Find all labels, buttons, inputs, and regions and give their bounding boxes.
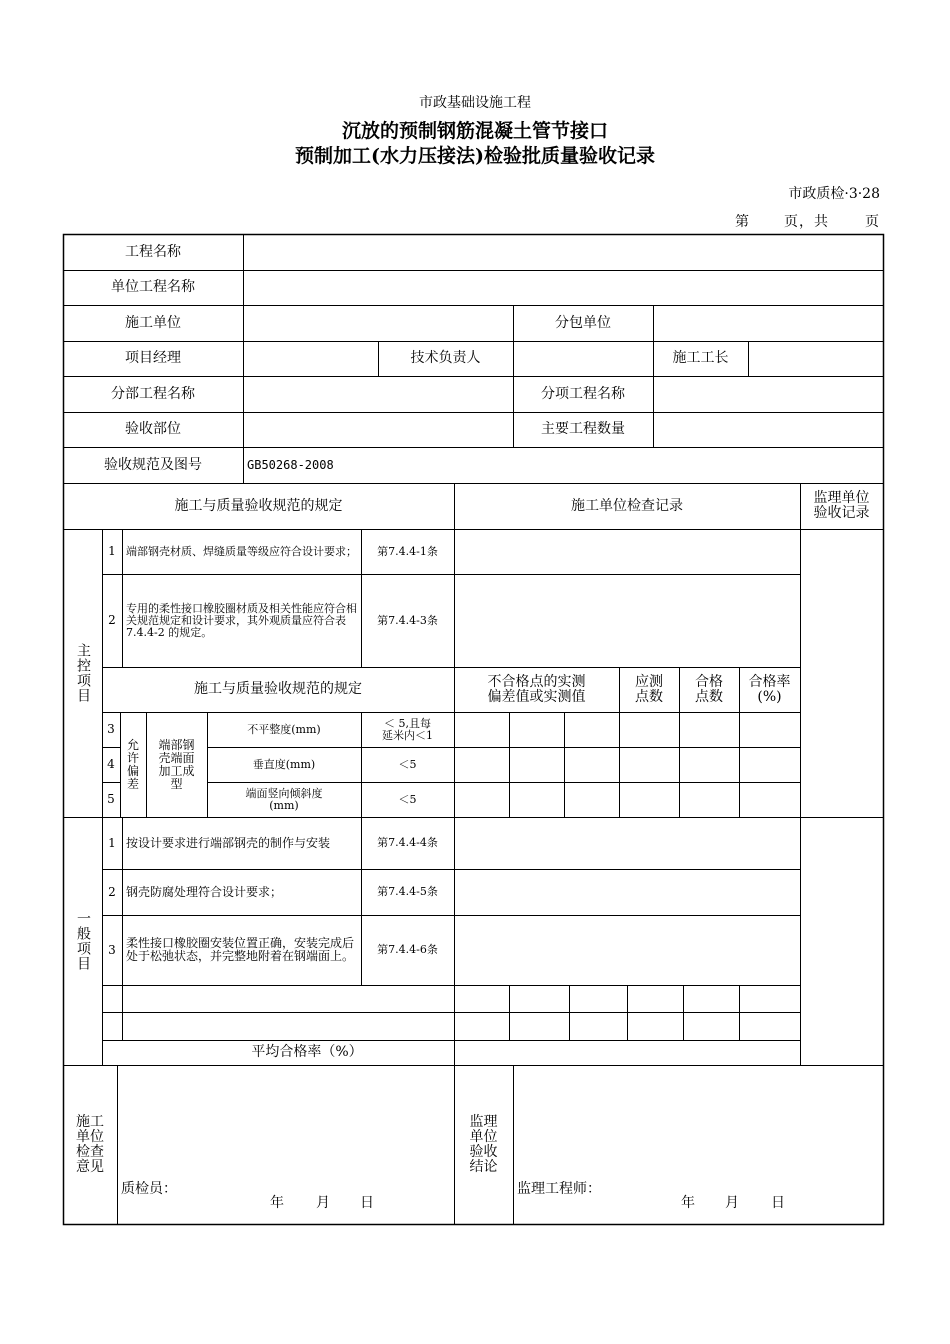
measure-no: 3 xyxy=(107,722,115,736)
foreman-label: 施工工长 xyxy=(672,350,729,366)
acceptance-part-label: 验收部位 xyxy=(125,421,181,437)
pass-rate-header: 合格率 (%) xyxy=(748,673,791,705)
main-item-text: 端部钢壳材质、焊缝质量等级应符合设计要求； xyxy=(126,544,357,558)
general-item-clause: 第7.4.4-4条 xyxy=(377,836,438,849)
measure-value: ＜ 5,且每 延米内＜1 xyxy=(382,716,433,742)
supervision-date-month: 月 xyxy=(725,1195,739,1211)
general-item-no: 1 xyxy=(108,835,116,850)
spec-label: 验收规范及图号 xyxy=(104,456,202,473)
main-item-no: 1 xyxy=(108,544,116,558)
avg-pass-rate-label: 平均合格率（%） xyxy=(251,1044,363,1060)
spec-value: GB50268-2008 xyxy=(247,457,334,472)
measure-value: ＜5 xyxy=(398,757,417,771)
main-control-text: 主控项目 xyxy=(75,643,91,703)
form-category: 市政基础设施工程 xyxy=(419,95,531,111)
main-item-clause: 第7.4.4-3条 xyxy=(377,613,438,627)
division-label: 分部工程名称 xyxy=(111,385,195,402)
measure-name: 垂直度(mm) xyxy=(252,757,316,771)
points-required-header: 应测 点数 xyxy=(635,673,663,705)
inspector-label: 质检员： xyxy=(121,1181,177,1197)
subcontract-unit-label: 分包单位 xyxy=(555,314,611,331)
shell-label: 端部钢壳端面加工成型 xyxy=(158,737,195,791)
general-item-text: 按设计要求进行端部钢壳的制作与安装 xyxy=(126,835,331,850)
page-ye-gong: 页，共 xyxy=(784,214,829,230)
general-items-label xyxy=(63,817,102,1065)
form-title-line1: 沉放的预制钢筋混凝土管节接口 xyxy=(341,120,608,142)
form-code: 市政质检·3·28 xyxy=(788,186,880,202)
deviation-header: 不合格点的实测 偏差值或实测值 xyxy=(487,673,586,705)
unit-check-header: 施工单位检查记录 xyxy=(571,497,683,514)
measure-no: 4 xyxy=(107,757,115,771)
supervision-date-day: 日 xyxy=(771,1195,785,1211)
general-item-no: 3 xyxy=(108,942,116,957)
subitem-label: 分项工程名称 xyxy=(541,385,625,402)
unit-project-label: 单位工程名称 xyxy=(111,279,195,295)
supervision-date-year: 年 xyxy=(681,1195,695,1211)
page-ye: 页 xyxy=(865,214,880,230)
main-quantity-label: 主要工程数量 xyxy=(541,421,625,437)
spec-rules-header: 施工与质量验收规范的规定 xyxy=(174,497,343,514)
general-item-no: 2 xyxy=(108,884,116,899)
measure-no: 5 xyxy=(107,792,115,806)
construction-opinion-label: 施工单位检查意见 xyxy=(76,1113,104,1175)
measure-name: 端面竖向倾斜度 (mm) xyxy=(245,786,323,812)
main-item-clause: 第7.4.4-1条 xyxy=(377,544,438,558)
measure-name: 不平整度(mm) xyxy=(247,722,321,736)
construction-date-year: 年 xyxy=(270,1195,284,1211)
form-title-line2: 预制加工(水力压接法)检验批质量验收记录 xyxy=(295,145,655,167)
main-control-label xyxy=(63,529,102,817)
general-item-clause: 第7.4.4-6条 xyxy=(377,943,438,956)
supervisor-record-header: 监理单位 验收记录 xyxy=(813,490,870,521)
supervisor-engineer-label: 监理工程师： xyxy=(517,1181,601,1197)
measure-rules-header: 施工与质量验收规范的规定 xyxy=(194,681,362,697)
tech-lead-label: 技术负责人 xyxy=(410,350,481,366)
supervision-conclusion-label: 监理单位验收结论 xyxy=(469,1113,498,1175)
general-items-text: 一般项目 xyxy=(75,911,91,971)
main-item-no: 2 xyxy=(108,613,116,627)
measure-value: ＜5 xyxy=(398,792,417,806)
general-item-clause: 第7.4.4-5条 xyxy=(377,885,438,898)
general-item-text: 钢壳防腐处理符合设计要求； xyxy=(126,884,283,899)
main-item-text: 专用的柔性接口橡胶圈材质及相关性能应符合相关规范规定和设计要求，其外观质量应符合表7.4.4-2 的规定。 xyxy=(126,601,357,639)
construction-date-day: 日 xyxy=(360,1195,374,1211)
page-di: 第 xyxy=(735,214,750,230)
general-item-text: 柔性接口橡胶圈安装位置正确，安装完成后处于松弛状态，并完整地附着在钢端面上。 xyxy=(126,936,355,963)
tolerance-label: 允许偏差 xyxy=(126,737,139,791)
construction-unit-label: 施工单位 xyxy=(125,314,181,331)
points-pass-header: 合格 点数 xyxy=(695,673,723,705)
construction-date-month: 月 xyxy=(316,1195,330,1211)
project-name-label: 工程名称 xyxy=(125,243,181,260)
project-manager-label: 项目经理 xyxy=(125,350,181,366)
